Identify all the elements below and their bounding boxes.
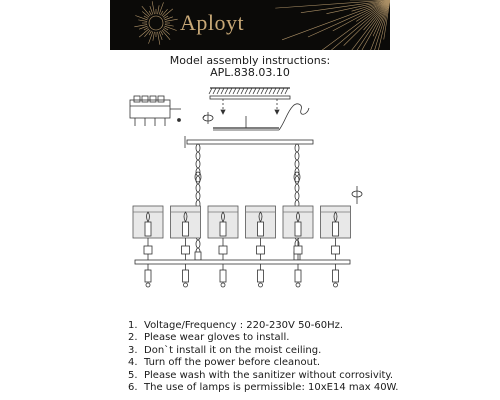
instruction-number: 2. bbox=[128, 332, 138, 344]
brand-logo: Aployt bbox=[180, 10, 245, 35]
main-bar bbox=[135, 260, 350, 264]
lamp-shade-3 bbox=[208, 206, 238, 287]
lamp-shade-5 bbox=[283, 206, 313, 287]
instruction-text: Voltage/Frequency : 220-230V 50-60Hz. bbox=[144, 320, 344, 331]
instruction-number: 5. bbox=[128, 369, 138, 381]
instruction-number: 3. bbox=[128, 344, 138, 356]
document-title: Model assembly instructions: bbox=[169, 54, 331, 67]
power-cable bbox=[279, 104, 309, 130]
instruction-item bbox=[128, 345, 398, 357]
lamp-shade-1 bbox=[133, 206, 163, 287]
lamp-shade-4 bbox=[246, 206, 276, 287]
top-bar bbox=[185, 136, 313, 148]
instruction-list bbox=[128, 320, 398, 394]
lamp-shades bbox=[133, 206, 351, 287]
instruction-item bbox=[128, 382, 398, 394]
terminal-block-icon bbox=[130, 96, 181, 126]
bulb-rotate-icon bbox=[352, 186, 362, 204]
instruction-text: Please wear gloves to install. bbox=[144, 332, 290, 344]
instruction-item bbox=[128, 332, 398, 344]
rotate-arrow-icon bbox=[203, 112, 213, 124]
instruction-number: 1. bbox=[128, 320, 138, 331]
sunburst-decoration bbox=[110, 0, 390, 50]
instruction-text: Don`t install it on the moist ceiling. bbox=[144, 344, 322, 356]
instruction-text: Please wash with the sanitizer without corrosivity. bbox=[144, 369, 394, 381]
canopy bbox=[213, 116, 279, 130]
instruction-text: Turn off the power before cleanout. bbox=[144, 357, 321, 369]
brand-banner bbox=[110, 0, 390, 50]
ceiling-mount-icon bbox=[209, 88, 290, 114]
instruction-item bbox=[128, 370, 398, 382]
instruction-text: The use of lamps is permissible: 10xE14 max 40W. bbox=[144, 381, 399, 393]
lamp-shade-6 bbox=[321, 206, 351, 287]
model-number: APL.838.03.10 bbox=[210, 66, 290, 79]
instruction-item bbox=[128, 357, 398, 369]
assembly-diagram bbox=[125, 82, 385, 297]
instruction-number: 6. bbox=[128, 381, 138, 393]
suspension-chains bbox=[195, 144, 300, 260]
instruction-item bbox=[128, 320, 398, 332]
instruction-number: 4. bbox=[128, 357, 138, 369]
